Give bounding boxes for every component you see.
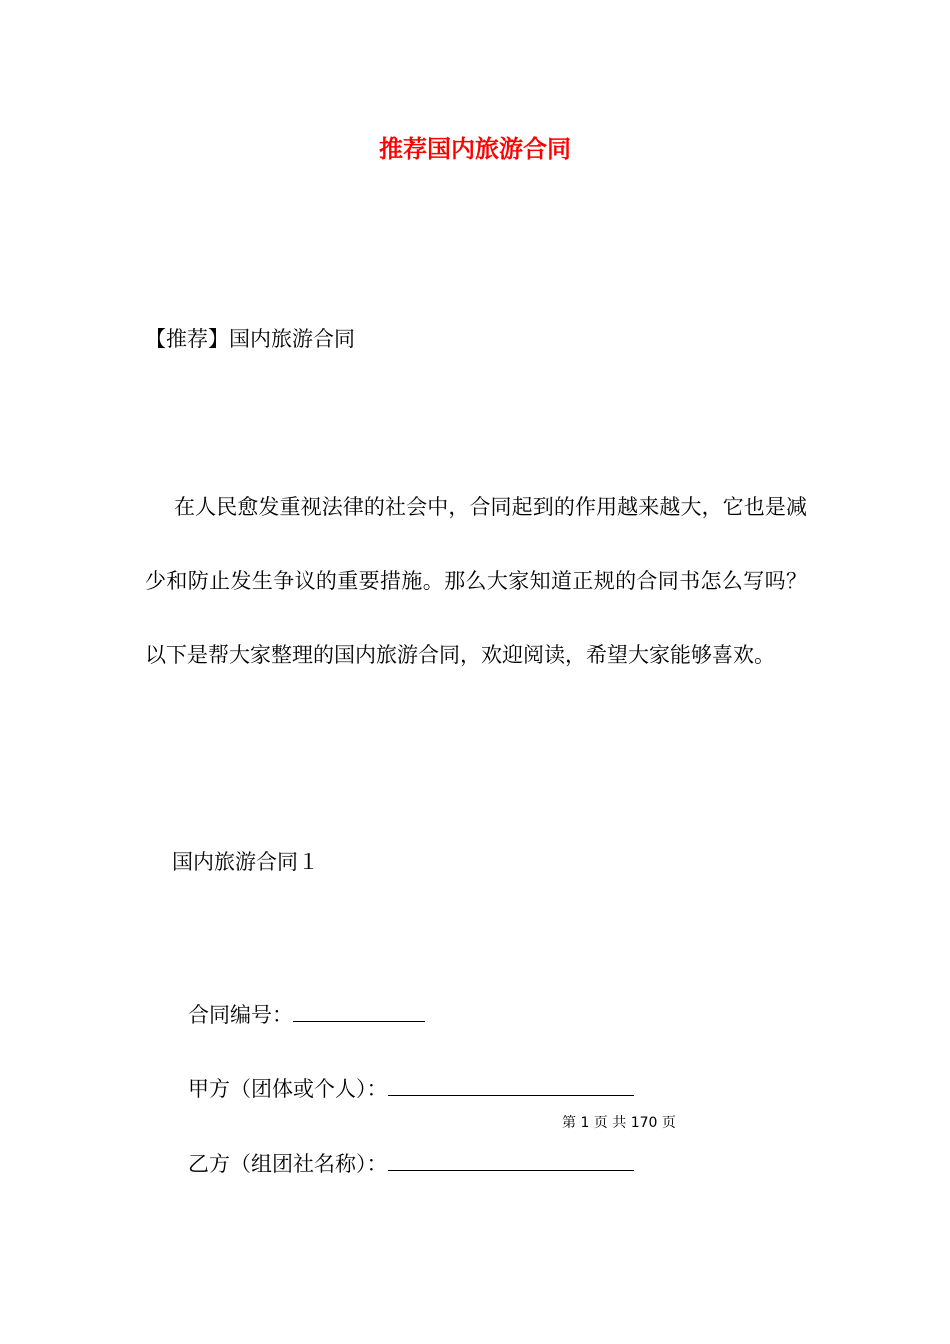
document-subtitle: 【推荐】国内旅游合同 bbox=[145, 327, 355, 351]
document-title: 推荐国内旅游合同 bbox=[379, 135, 571, 163]
party-a-blank bbox=[388, 1069, 634, 1096]
contract-number-blank bbox=[293, 995, 425, 1022]
party-b-label: 乙方（组团社名称）： bbox=[188, 1152, 388, 1176]
contract-number-field bbox=[188, 995, 425, 1032]
page-number-footer: 第 1 页 共 170 页 bbox=[562, 1115, 676, 1131]
intro-paragraph: 在人民愈发重视法律的社会中，合同起到的作用越来越大，它也是减少和防止发生争议的重要措施。那么大家知道正规的合同书怎么写吗？以下是帮大家整理的国内旅游合同，欢迎阅读，希望大家能够喜欢。 bbox=[145, 495, 807, 667]
party-b-blank bbox=[388, 1144, 634, 1171]
party-a-label: 甲方（团体或个人）： bbox=[188, 1077, 388, 1101]
contract-number-label: 合同编号： bbox=[188, 1003, 293, 1027]
section-heading: 国内旅游合同１ bbox=[172, 850, 319, 874]
party-b-field bbox=[188, 1144, 634, 1181]
party-a-field bbox=[188, 1069, 634, 1106]
